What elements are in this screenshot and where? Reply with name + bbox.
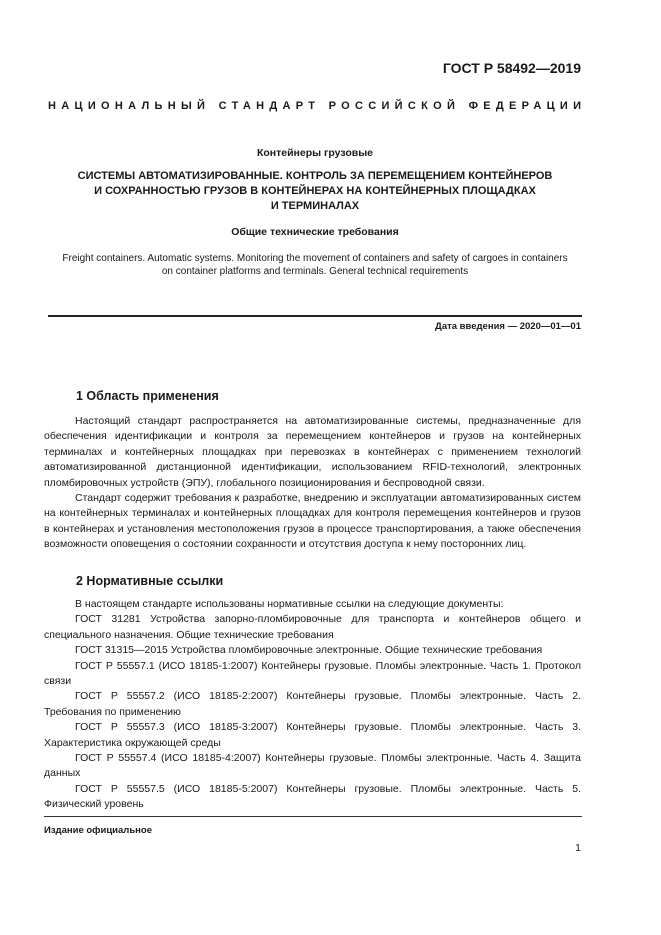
reference-item: ГОСТ Р 55557.2 (ИСО 18185-2:2007) Контейнеры грузовые. Пломбы электронные. Часть 2. Требования по применению	[44, 690, 581, 718]
english-title-line: Freight containers. Automatic systems. Monitoring the movement of containers and safety of cargoes in containers	[62, 253, 568, 264]
reference-item: ГОСТ Р 55557.4 (ИСО 18185-4:2007) Контейнеры грузовые. Пломбы электронные. Часть 4. Защита данных	[44, 752, 581, 780]
reference-item: ГОСТ 31281 Устройства запорно-пломбировочные для транспорта и контейнеров общего и специального назначения. Общие технические требования	[44, 613, 581, 641]
section-1-heading: 1 Область применения	[76, 389, 219, 403]
english-title	[48, 252, 582, 278]
document-title	[48, 169, 582, 214]
reference-item: ГОСТ 31315—2015 Устройства пломбировочные электронные. Общие технические требования	[75, 644, 543, 657]
references-intro: В настоящем стандарте использованы нормативные ссылки на следующие документы:	[75, 598, 504, 610]
page-number: 1	[575, 842, 581, 854]
document-code: ГОСТ Р 58492—2019	[442, 60, 581, 76]
title-divider	[48, 315, 582, 317]
reference-item: ГОСТ Р 55557.3 (ИСО 18185-3:2007) Контейнеры грузовые. Пломбы электронные. Часть 3. Характеристика окружающей среды	[44, 721, 581, 749]
title-line: И СОХРАННОСТЬЮ ГРУЗОВ В КОНТЕЙНЕРАХ НА КОНТЕЙНЕРНЫХ ПЛОЩАДКАХ	[94, 185, 536, 197]
paragraph: Настоящий стандарт распространяется на автоматизированные системы, предназначенные для обеспечения идентификации и контроля за перемещением контейнеров и грузов на контейнерных терминалах и контейнерных площадках при перевозках в контейнерах с применением технологий автоматизированной дистанционной идентификации, использованием RFID-технологий, электронных пломбировочных устройств (ЭПУ), глобального позиционирования и беспроводной связи.	[44, 415, 581, 489]
paragraph: Стандарт содержит требования к разработке, внедрению и эксплуатации автоматизированных систем на контейнерных терминалах и контейнерных площадках для контроля перемещения контейнеров и грузов в контейнерах и установления местоположения грузов в процессе транспортирования, а также обеспечения возможности оповещения о состоянии сохранности и отсутствия доступа к нему посторонних лиц.	[44, 492, 581, 551]
footer-divider	[44, 816, 582, 817]
title-line: СИСТЕМЫ АВТОМАТИЗИРОВАННЫЕ. КОНТРОЛЬ ЗА ПЕРЕМЕЩЕНИЕМ КОНТЕЙНЕРОВ	[77, 170, 553, 182]
section-2-heading: 2 Нормативные ссылки	[76, 574, 224, 588]
section-1-body	[44, 414, 581, 553]
title-line: И ТЕРМИНАЛАХ	[270, 200, 360, 212]
official-edition-label: Издание официальное	[44, 825, 152, 836]
document-subtitle: Контейнеры грузовые	[256, 147, 374, 159]
reference-item: ГОСТ Р 55557.5 (ИСО 18185-5:2007) Контейнеры грузовые. Пломбы электронные. Часть 5. Физический уровень	[44, 782, 581, 811]
english-title-line: on container platforms and terminals. General technical requirements	[161, 266, 469, 277]
introduction-date: Дата введения — 2020—01—01	[435, 321, 581, 332]
reference-item: ГОСТ Р 55557.1 (ИСО 18185-1:2007) Контейнеры грузовые. Пломбы электронные. Часть 1. Протокол связи	[44, 659, 581, 688]
section-2-body	[44, 597, 581, 813]
requirements-subtitle: Общие технические требования	[231, 226, 399, 238]
national-standard-heading: НАЦИОНАЛЬНЫЙ СТАНДАРТ РОССИЙСКОЙ ФЕДЕРАЦИИ	[48, 100, 587, 112]
